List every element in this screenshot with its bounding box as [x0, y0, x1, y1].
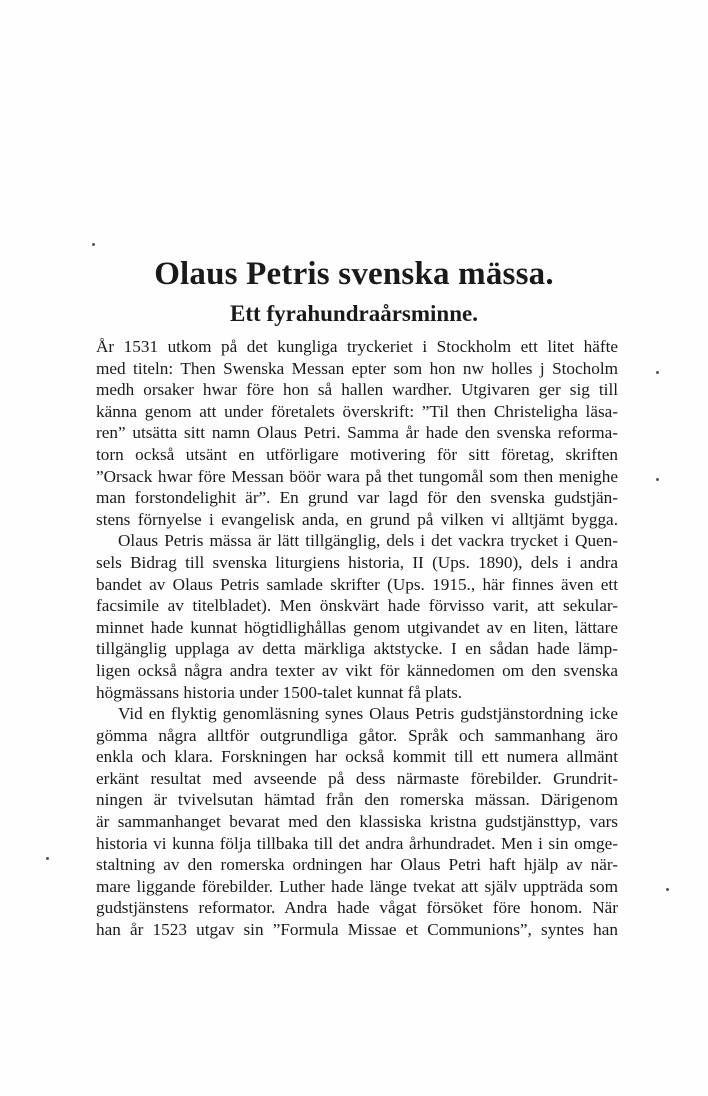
text-line: facsimile av titelbladet). Men önskvärt hade förvisso varit, att sekular- [96, 596, 618, 616]
text-line: Vid en flyktig genomläsning synes Olaus Petris gudstjänstordning icke [118, 704, 618, 724]
text-line: tillgänglig upplaga av detta märkliga aktstycke. I en sådan hade lämp- [96, 639, 618, 659]
scan-speck [656, 371, 659, 374]
text-line: ”Orsack hwar före Messan böör wara på thet tungomål som then menighe [96, 466, 618, 486]
page-subtitle: Ett fyrahundraårsminne. [230, 301, 478, 326]
text-line: ligen också några andra texter av vikt för kännedomen om den svenska [96, 660, 618, 680]
text-line: känna genom att under företalets överskrift: ”Til then Christeligha läsa- [96, 401, 618, 421]
text-line: man forstondelighit är”. En grund var lagd för den svenska gudstjän- [96, 488, 618, 508]
scan-speck [656, 478, 659, 481]
text-line: är sammanhanget bevarat med den klassiska kristna gudstjänsttyp, vars [96, 812, 618, 832]
text-line: med titeln: Then Swenska Messan epter som hon nw holles j Stocholm [96, 358, 618, 378]
text-line: medh orsaker hwar före hon så hallen wardher. Utgivaren ger sig till [96, 380, 618, 400]
page-title: Olaus Petris svenska mässa. [154, 256, 554, 292]
text-line: gudstjänstens reformator. Andra hade vågat försöket före honom. När [96, 898, 618, 918]
text-line: sels Bidrag till svenska liturgiens historia, II (Ups. 1890), dels i andra [96, 552, 618, 572]
text-line: ren” utsätta sitt namn Olaus Petri. Samma år hade den svenska reforma- [96, 423, 618, 443]
text-line: Olaus Petris mässa är lätt tillgänglig, dels i det vackra trycket i Quen- [118, 531, 618, 551]
text-line: bandet av Olaus Petris samlade skrifter (Ups. 1915., här finnes även ett [96, 574, 618, 594]
text-line: erkänt resultat med avseende på dess närmaste förebilder. Grundrit- [96, 768, 618, 788]
body-text [96, 336, 618, 941]
text-line: torn också utsänt en utförligare motivering för sitt företag, skriften [96, 444, 618, 464]
scan-speck [92, 243, 95, 246]
text-line: enkla och klara. Forskningen har också kommit till ett numera allmänt [96, 747, 618, 767]
text-line: historia vi kunna följa tillbaka till det andra århundradet. Men i sin omge- [96, 833, 618, 853]
text-line: han år 1523 utgav sin ”Formula Missae et Communions”, syntes han [96, 920, 618, 940]
text-line: gömma några alltför outgrundliga gåtor. Språk och sammanhang äro [96, 725, 618, 745]
scan-speck [46, 857, 49, 860]
text-line: mare liggande förebilder. Luther hade länge tvekat att själv uppträda som [96, 876, 618, 896]
text-line: minnet hade kunnat högtidlighållas genom utgivandet av en liten, lättare [96, 617, 618, 637]
text-line: År 1531 utkom på det kungliga tryckeriet i Stockholm ett litet häfte [96, 337, 618, 356]
scan-speck [666, 888, 669, 891]
text-line: stens förnyelse i evangelisk anda, en grund på vilken vi alltjämt bygga. [96, 509, 618, 529]
text-line: ningen är tvivelsutan hämtad från den romerska mässan. Därigenom [96, 790, 618, 810]
text-line: högmässans historia under 1500-talet kunnat få plats. [96, 682, 463, 702]
text-line: staltning av den romerska ordningen har Olaus Petri haft hjälp av när- [96, 855, 618, 875]
